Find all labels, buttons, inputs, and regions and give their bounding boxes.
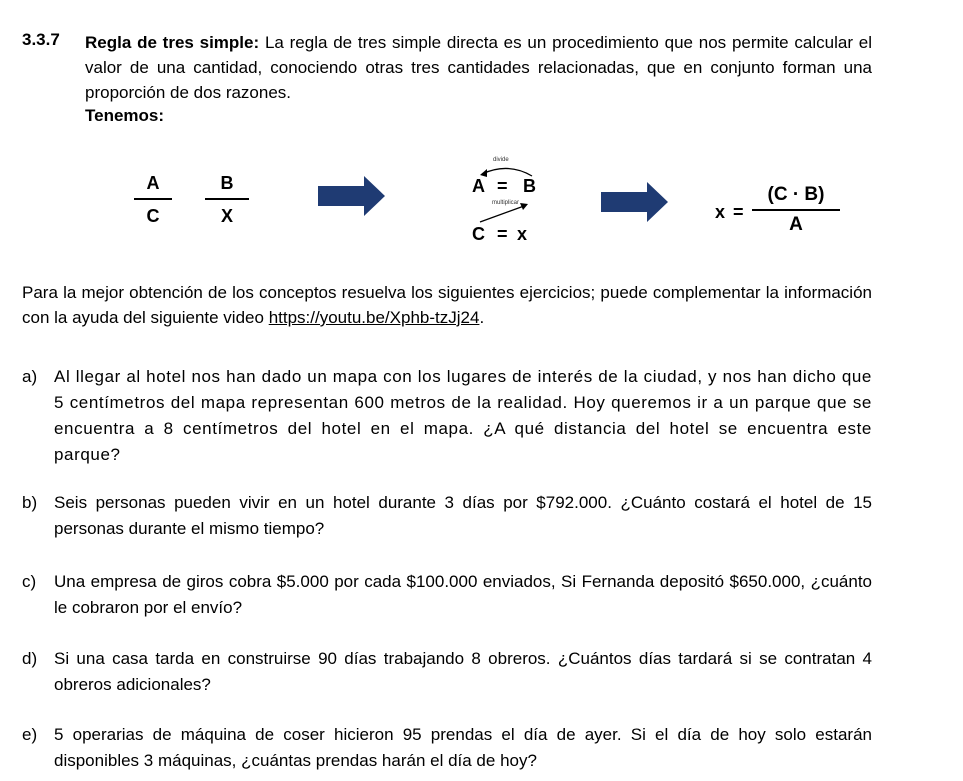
divide-label: divide <box>493 157 509 163</box>
fraction-numerator: A <box>146 173 160 193</box>
section-3-3-7 <box>22 30 872 105</box>
result-equals: = <box>733 202 744 222</box>
section-intro-text: La regla de tres simple directa es un procedimiento que nos permite calcular el valor de una cantidad, conociendo otras tres cantidades relacionadas, que en conjunto forman una proporción de dos razones. <box>85 33 872 102</box>
rule-equals-top: = <box>497 176 508 196</box>
rule-b: B <box>523 176 536 196</box>
right-arrow-icon <box>601 182 669 222</box>
fraction-b-over-x <box>205 173 249 227</box>
result-fraction <box>752 184 840 236</box>
exercise-b <box>22 490 872 542</box>
fraction-denominator: C <box>146 206 160 226</box>
section-title: Regla de tres simple: <box>85 33 260 52</box>
instructions-paragraph <box>22 280 872 330</box>
exercise-label: d) <box>22 649 38 668</box>
fraction-bar <box>205 198 249 200</box>
exercise-a <box>22 364 872 468</box>
section-number: 3.3.7 <box>22 30 60 49</box>
rule-equals-bottom: = <box>497 224 508 244</box>
exercise-label: c) <box>22 572 37 591</box>
exercise-label: a) <box>22 367 38 386</box>
exercise-d <box>22 646 872 698</box>
instructions-text: Para la mejor obtención de los conceptos resuelva los siguientes ejercicios; puede complementar la información con la ayuda del siguiente video <box>22 283 872 327</box>
multiply-label: multiplicar <box>492 200 520 206</box>
fraction-numerator: B <box>220 173 234 193</box>
exercise-text: Si una casa tarda en construirse 90 días trabajando 8 obreros. ¿Cuántos días tardará si se contratan 4 obreros adicionales? <box>54 649 872 694</box>
exercise-text: Seis personas pueden vivir en un hotel durante 3 días por $792.000. ¿Cuánto costará el hotel de 15 personas durante el mismo tiempo? <box>54 493 872 538</box>
video-link[interactable]: https://youtu.be/Xphb-tzJj24 <box>268 308 480 327</box>
rule-x: x <box>517 224 528 244</box>
section-intro-block <box>85 30 872 105</box>
fraction-a-over-c <box>134 173 172 227</box>
exercise-text: Al llegar al hotel nos han dado un mapa con los lugares de interés de la ciudad, y nos han dicho que 5 centímetros del mapa representan 600 metros de la realidad. Hoy queremos ir a un parque que se encuentra a 8 centímetros del hotel en el mapa. ¿A qué distancia del hotel se encuentra este parque? <box>54 367 872 464</box>
rule-a: A <box>472 176 485 196</box>
fraction-denominator: X <box>220 206 233 226</box>
right-arrow-icon <box>318 176 386 216</box>
result-numerator: (C · B) <box>767 184 825 205</box>
exercise-text: Una empresa de giros cobra $5.000 por cada $100.000 enviados, Si Fernanda depositó $650.000, ¿cuánto le cobraron por el envío? <box>54 572 872 617</box>
fraction-bar <box>752 209 840 211</box>
result-denominator: A <box>789 214 803 235</box>
rule-c: C <box>472 224 485 244</box>
exercise-label: b) <box>22 493 38 512</box>
fraction-bar <box>134 198 172 200</box>
exercise-label: e) <box>22 725 38 744</box>
exercise-c <box>22 569 872 621</box>
exercise-text: 5 operarias de máquina de coser hicieron 95 prendas el día de ayer. Si el día de hoy solo estarán disponibles 3 máquinas, ¿cuántas prendas harán el día de hoy? <box>54 725 872 770</box>
instructions-end: . <box>479 308 485 327</box>
tenemos-label: Tenemos: <box>85 106 165 125</box>
exercise-e <box>22 722 872 774</box>
result-var: x <box>715 202 726 222</box>
